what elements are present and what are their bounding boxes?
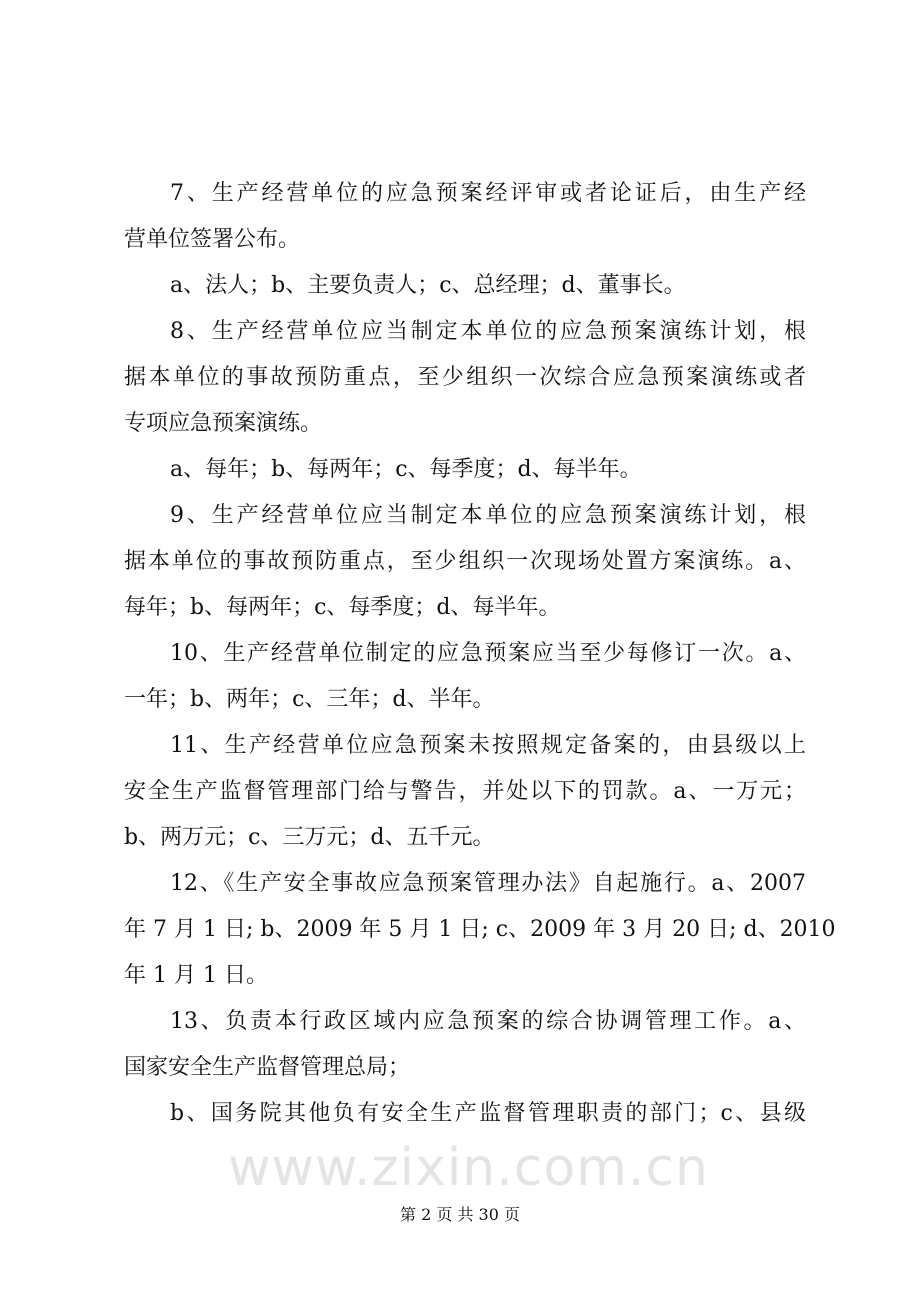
question-7-line-2: 营单位签署公布。: [124, 227, 301, 252]
question-9-line-3: 每年；b、每两年；c、每季度；d、每半年。: [124, 595, 561, 620]
question-11-line-3: b、两万元；c、三万元；d、五千元。: [124, 825, 495, 850]
question-13-line-3: b、国务院其他负有安全生产监督管理职责的部门；c、县级: [170, 1101, 806, 1126]
question-7-line-1: 7、生产经营单位的应急预案经评审或者论证后，由生产经: [170, 181, 806, 206]
question-12-line-3: 年 1 月 1 日。: [124, 963, 268, 988]
question-12-line-2: 年 7 月 1 日; b、2009 年 5 月 1 日; c、2009 年 3 月 20 日; d、2010: [124, 917, 836, 942]
watermark: www.zixin.com.cn: [228, 1138, 709, 1198]
question-13-line-1: 13、负责本行政区域内应急预案的综合协调管理工作。a、: [170, 1009, 806, 1034]
question-8-line-1: 8、生产经营单位应当制定本单位的应急预案演练计划，根: [170, 319, 806, 344]
question-10-line-1: 10、生产经营单位制定的应急预案应当至少每修订一次。a、: [170, 641, 806, 666]
question-9-line-1: 9、生产经营单位应当制定本单位的应急预案演练计划，根: [170, 503, 806, 528]
question-7-options: a、法人；b、主要负责人；c、总经理；d、董事长。: [170, 273, 686, 298]
question-11-line-2: 安全生产监督管理部门给与警告，并处以下的罚款。a、一万元；: [124, 779, 806, 804]
question-8-options: a、每年；b、每两年；c、每季度；d、每半年。: [170, 457, 642, 482]
page-footer: 第 2 页 共 30 页: [400, 1205, 520, 1224]
question-11-line-1: 11、生产经营单位应急预案未按照规定备案的，由县级以上: [170, 733, 806, 758]
question-8-line-2: 据本单位的事故预防重点，至少组织一次综合应急预案演练或者: [124, 365, 806, 390]
question-8-line-3: 专项应急预案演练。: [124, 411, 323, 436]
question-13-line-2: 国家安全生产监督管理总局；: [124, 1055, 411, 1080]
question-9-line-2: 据本单位的事故预防重点，至少组织一次现场处置方案演练。a、: [124, 549, 806, 574]
document-body: [124, 174, 836, 1140]
question-10-line-2: 一年；b、两年；c、三年；d、半年。: [124, 687, 495, 712]
question-12-line-1: 12、《生产安全事故应急预案管理办法》自起施行。a、2007: [170, 871, 806, 896]
